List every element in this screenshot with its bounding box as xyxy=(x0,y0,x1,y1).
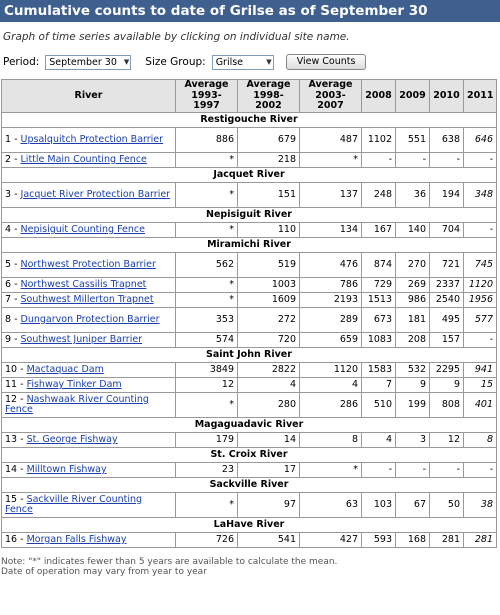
column-header: Average 1998-2002 xyxy=(238,80,300,113)
value-cell: - xyxy=(430,462,464,477)
value-cell-2011: 281 xyxy=(464,532,497,547)
table-row xyxy=(2,532,497,547)
site-number: 5 - xyxy=(5,258,21,270)
site-link[interactable]: Dungarvon Protection Barrier xyxy=(20,313,160,325)
value-cell: 63 xyxy=(300,492,362,517)
value-cell: 4 xyxy=(300,377,362,392)
value-cell: 1003 xyxy=(238,277,300,292)
site-link[interactable]: Little Main Counting Fence xyxy=(20,154,147,165)
site-cell xyxy=(2,127,176,152)
site-number: 4 - xyxy=(5,224,21,235)
value-cell: 7 xyxy=(362,377,396,392)
site-cell xyxy=(2,152,176,167)
value-cell: 110 xyxy=(238,222,300,237)
value-cell: 551 xyxy=(396,127,430,152)
value-cell: 574 xyxy=(176,332,238,347)
site-cell xyxy=(2,222,176,237)
table-row xyxy=(2,252,497,277)
river-group-name: Nepisiguit River xyxy=(2,207,497,222)
river-group-name: Jacquet River xyxy=(2,167,497,182)
value-cell: 1102 xyxy=(362,127,396,152)
value-cell: 289 xyxy=(300,307,362,332)
group-header-row xyxy=(2,417,497,432)
value-cell: * xyxy=(300,462,362,477)
value-cell: * xyxy=(176,392,238,417)
group-header-row xyxy=(2,237,497,252)
value-cell: 808 xyxy=(430,392,464,417)
table-header-row xyxy=(2,80,497,113)
value-cell-2011: - xyxy=(464,152,497,167)
group-header-row xyxy=(2,207,497,222)
table-body xyxy=(2,112,497,547)
value-cell: 140 xyxy=(396,222,430,237)
period-select-value: September 30 xyxy=(49,56,117,68)
value-cell: 673 xyxy=(362,307,396,332)
page-title: Cumulative counts to date of Grilse as of September 30 xyxy=(0,0,500,22)
table-row xyxy=(2,392,497,417)
value-cell: 168 xyxy=(396,532,430,547)
value-cell: 541 xyxy=(238,532,300,547)
value-cell: 476 xyxy=(300,252,362,277)
value-cell: 12 xyxy=(430,432,464,447)
value-cell: 36 xyxy=(396,182,430,207)
value-cell: 269 xyxy=(396,277,430,292)
value-cell-2011: 15 xyxy=(464,377,497,392)
value-cell: 67 xyxy=(396,492,430,517)
site-number: 16 - xyxy=(5,534,27,545)
site-cell xyxy=(2,332,176,347)
site-cell xyxy=(2,492,176,517)
table-row xyxy=(2,277,497,292)
river-group-name: LaHave River xyxy=(2,517,497,532)
value-cell: 3849 xyxy=(176,362,238,377)
value-cell: 704 xyxy=(430,222,464,237)
period-select[interactable] xyxy=(45,55,131,70)
value-cell-2011: 38 xyxy=(464,492,497,517)
value-cell: 272 xyxy=(238,307,300,332)
site-number: 11 - xyxy=(5,379,27,390)
value-cell: 720 xyxy=(238,332,300,347)
value-cell-2011: 348 xyxy=(464,182,497,207)
value-cell: 532 xyxy=(396,362,430,377)
table-row xyxy=(2,362,497,377)
value-cell: 248 xyxy=(362,182,396,207)
value-cell: 17 xyxy=(238,462,300,477)
value-cell: 593 xyxy=(362,532,396,547)
value-cell: 137 xyxy=(300,182,362,207)
value-cell: * xyxy=(300,152,362,167)
value-cell: 1583 xyxy=(362,362,396,377)
table-row xyxy=(2,377,497,392)
site-cell xyxy=(2,392,176,417)
column-header: 2008 xyxy=(362,80,396,113)
value-cell: 2540 xyxy=(430,292,464,307)
value-cell: 4 xyxy=(362,432,396,447)
value-cell: 659 xyxy=(300,332,362,347)
table-row xyxy=(2,127,497,152)
value-cell: 280 xyxy=(238,392,300,417)
subtitle: Graph of time series available by clicking on individual site name. xyxy=(3,31,350,43)
site-number: 8 - xyxy=(5,313,21,325)
column-header: Average 2003-2007 xyxy=(300,80,362,113)
column-header: 2010 xyxy=(430,80,464,113)
value-cell: 167 xyxy=(362,222,396,237)
value-cell-2011: 1120 xyxy=(464,277,497,292)
value-cell: 181 xyxy=(396,307,430,332)
value-cell: 179 xyxy=(176,432,238,447)
value-cell: * xyxy=(176,292,238,307)
value-cell: 3 xyxy=(396,432,430,447)
value-cell: 14 xyxy=(238,432,300,447)
table-row xyxy=(2,432,497,447)
value-cell: - xyxy=(396,462,430,477)
value-cell: 786 xyxy=(300,277,362,292)
site-cell xyxy=(2,307,176,332)
value-cell: 986 xyxy=(396,292,430,307)
site-link[interactable]: Southwest Juniper Barrier xyxy=(20,334,143,345)
value-cell-2011: 646 xyxy=(464,127,497,152)
value-cell-2011: 577 xyxy=(464,307,497,332)
value-cell: 510 xyxy=(362,392,396,417)
site-link[interactable]: Fishway Tinker Dam xyxy=(26,379,122,390)
site-cell xyxy=(2,362,176,377)
group-header-row xyxy=(2,517,497,532)
note-mean: Note: "*" indicates fewer than 5 years are available to calculate the mean. xyxy=(1,556,338,567)
table-row xyxy=(2,152,497,167)
value-cell: 1513 xyxy=(362,292,396,307)
value-cell: 2295 xyxy=(430,362,464,377)
value-cell: 134 xyxy=(300,222,362,237)
value-cell: 97 xyxy=(238,492,300,517)
site-link[interactable]: Sackville River Counting Fence xyxy=(5,493,143,515)
column-header: Average 1993-1997 xyxy=(176,80,238,113)
site-cell xyxy=(2,377,176,392)
value-cell: - xyxy=(430,152,464,167)
value-cell-2011: - xyxy=(464,222,497,237)
value-cell: * xyxy=(176,182,238,207)
site-link[interactable]: Northwest Protection Barrier xyxy=(20,258,156,270)
site-cell xyxy=(2,277,176,292)
value-cell: - xyxy=(396,152,430,167)
size-group-select-value: Grilse xyxy=(215,56,244,68)
table-row xyxy=(2,492,497,517)
site-number: 10 - xyxy=(5,364,27,375)
value-cell: 208 xyxy=(396,332,430,347)
river-group-name: Saint John River xyxy=(2,347,497,362)
value-cell: 729 xyxy=(362,277,396,292)
value-cell: 157 xyxy=(430,332,464,347)
period-label: Period: xyxy=(3,56,40,68)
site-link[interactable]: Mactaquac Dam xyxy=(26,364,104,375)
value-cell: 9 xyxy=(396,377,430,392)
value-cell: * xyxy=(176,492,238,517)
value-cell: 286 xyxy=(300,392,362,417)
value-cell: 2822 xyxy=(238,362,300,377)
site-number: 1 - xyxy=(5,133,21,145)
value-cell: 23 xyxy=(176,462,238,477)
table-row xyxy=(2,222,497,237)
group-header-row xyxy=(2,112,497,127)
note-dates: Date of operation may vary from year to year xyxy=(1,567,207,577)
site-number: 7 - xyxy=(5,294,21,305)
value-cell-2011: 745 xyxy=(464,252,497,277)
footnote xyxy=(1,557,500,578)
site-number: 6 - xyxy=(5,279,21,290)
site-link[interactable]: St. George Fishway xyxy=(26,434,118,445)
value-cell: 151 xyxy=(238,182,300,207)
river-group-name: St. Croix River xyxy=(2,447,497,462)
river-group-name: Restigouche River xyxy=(2,112,497,127)
site-cell xyxy=(2,252,176,277)
view-counts-button[interactable]: View Counts xyxy=(286,54,367,70)
value-cell: 562 xyxy=(176,252,238,277)
counts-table xyxy=(1,79,497,548)
river-group-name: Sackville River xyxy=(2,477,497,492)
value-cell: 8 xyxy=(300,432,362,447)
site-cell xyxy=(2,462,176,477)
value-cell: 12 xyxy=(176,377,238,392)
site-cell xyxy=(2,532,176,547)
size-group-select[interactable] xyxy=(212,55,274,70)
value-cell: * xyxy=(176,152,238,167)
site-number: 15 - xyxy=(5,493,27,505)
site-link[interactable]: Milltown Fishway xyxy=(26,464,107,475)
table-row xyxy=(2,182,497,207)
site-number: 13 - xyxy=(5,434,27,445)
value-cell: 495 xyxy=(430,307,464,332)
site-link[interactable]: Morgan Falls Fishway xyxy=(26,534,127,545)
site-cell xyxy=(2,182,176,207)
value-cell: 270 xyxy=(396,252,430,277)
value-cell-2011: 1956 xyxy=(464,292,497,307)
value-cell: 726 xyxy=(176,532,238,547)
value-cell: 487 xyxy=(300,127,362,152)
value-cell: 199 xyxy=(396,392,430,417)
value-cell-2011: 401 xyxy=(464,392,497,417)
value-cell: 427 xyxy=(300,532,362,547)
chevron-down-icon: ▼ xyxy=(266,58,272,66)
value-cell: 1083 xyxy=(362,332,396,347)
group-header-row xyxy=(2,347,497,362)
table-row xyxy=(2,332,497,347)
chevron-down-icon: ▼ xyxy=(123,58,130,66)
site-cell xyxy=(2,432,176,447)
value-cell: * xyxy=(176,277,238,292)
value-cell: - xyxy=(362,152,396,167)
value-cell: 1609 xyxy=(238,292,300,307)
group-header-row xyxy=(2,477,497,492)
value-cell: 103 xyxy=(362,492,396,517)
value-cell: 353 xyxy=(176,307,238,332)
river-group-name: Magaguadavic River xyxy=(2,417,497,432)
value-cell: 638 xyxy=(430,127,464,152)
site-number: 9 - xyxy=(5,334,21,345)
site-link[interactable]: Jacquet River Protection Barrier xyxy=(20,188,171,200)
value-cell: 9 xyxy=(430,377,464,392)
site-number: 2 - xyxy=(5,154,21,165)
site-link[interactable]: Southwest Millerton Trapnet xyxy=(20,294,154,305)
site-link[interactable]: Upsalquitch Protection Barrier xyxy=(20,133,164,145)
value-cell: 1120 xyxy=(300,362,362,377)
value-cell: 679 xyxy=(238,127,300,152)
value-cell: 886 xyxy=(176,127,238,152)
value-cell: 2337 xyxy=(430,277,464,292)
site-number: 3 - xyxy=(5,188,21,200)
value-cell: * xyxy=(176,222,238,237)
value-cell: 2193 xyxy=(300,292,362,307)
column-header: 2009 xyxy=(396,80,430,113)
value-cell: 721 xyxy=(430,252,464,277)
site-cell xyxy=(2,292,176,307)
value-cell-2011: 8 xyxy=(464,432,497,447)
value-cell: 4 xyxy=(238,377,300,392)
value-cell-2011: 941 xyxy=(464,362,497,377)
site-link[interactable]: Nepisiguit Counting Fence xyxy=(20,224,145,235)
group-header-row xyxy=(2,447,497,462)
value-cell: 281 xyxy=(430,532,464,547)
value-cell-2011: - xyxy=(464,462,497,477)
controls-bar xyxy=(3,53,500,71)
table-row xyxy=(2,307,497,332)
value-cell: 194 xyxy=(430,182,464,207)
site-link[interactable]: Nashwaak River Counting Fence xyxy=(5,393,149,415)
table-row xyxy=(2,292,497,307)
site-number: 12 - xyxy=(5,393,27,405)
column-header: 2011 xyxy=(464,80,497,113)
group-header-row xyxy=(2,167,497,182)
value-cell: - xyxy=(362,462,396,477)
value-cell: 50 xyxy=(430,492,464,517)
value-cell: 874 xyxy=(362,252,396,277)
column-header: River xyxy=(2,80,176,113)
value-cell-2011: - xyxy=(464,332,497,347)
site-link[interactable]: Northwest Cassilis Trapnet xyxy=(20,279,147,290)
site-number: 14 - xyxy=(5,464,27,475)
table-row xyxy=(2,462,497,477)
size-group-label: Size Group: xyxy=(145,56,206,68)
value-cell: 519 xyxy=(238,252,300,277)
value-cell: 218 xyxy=(238,152,300,167)
river-group-name: Miramichi River xyxy=(2,237,497,252)
